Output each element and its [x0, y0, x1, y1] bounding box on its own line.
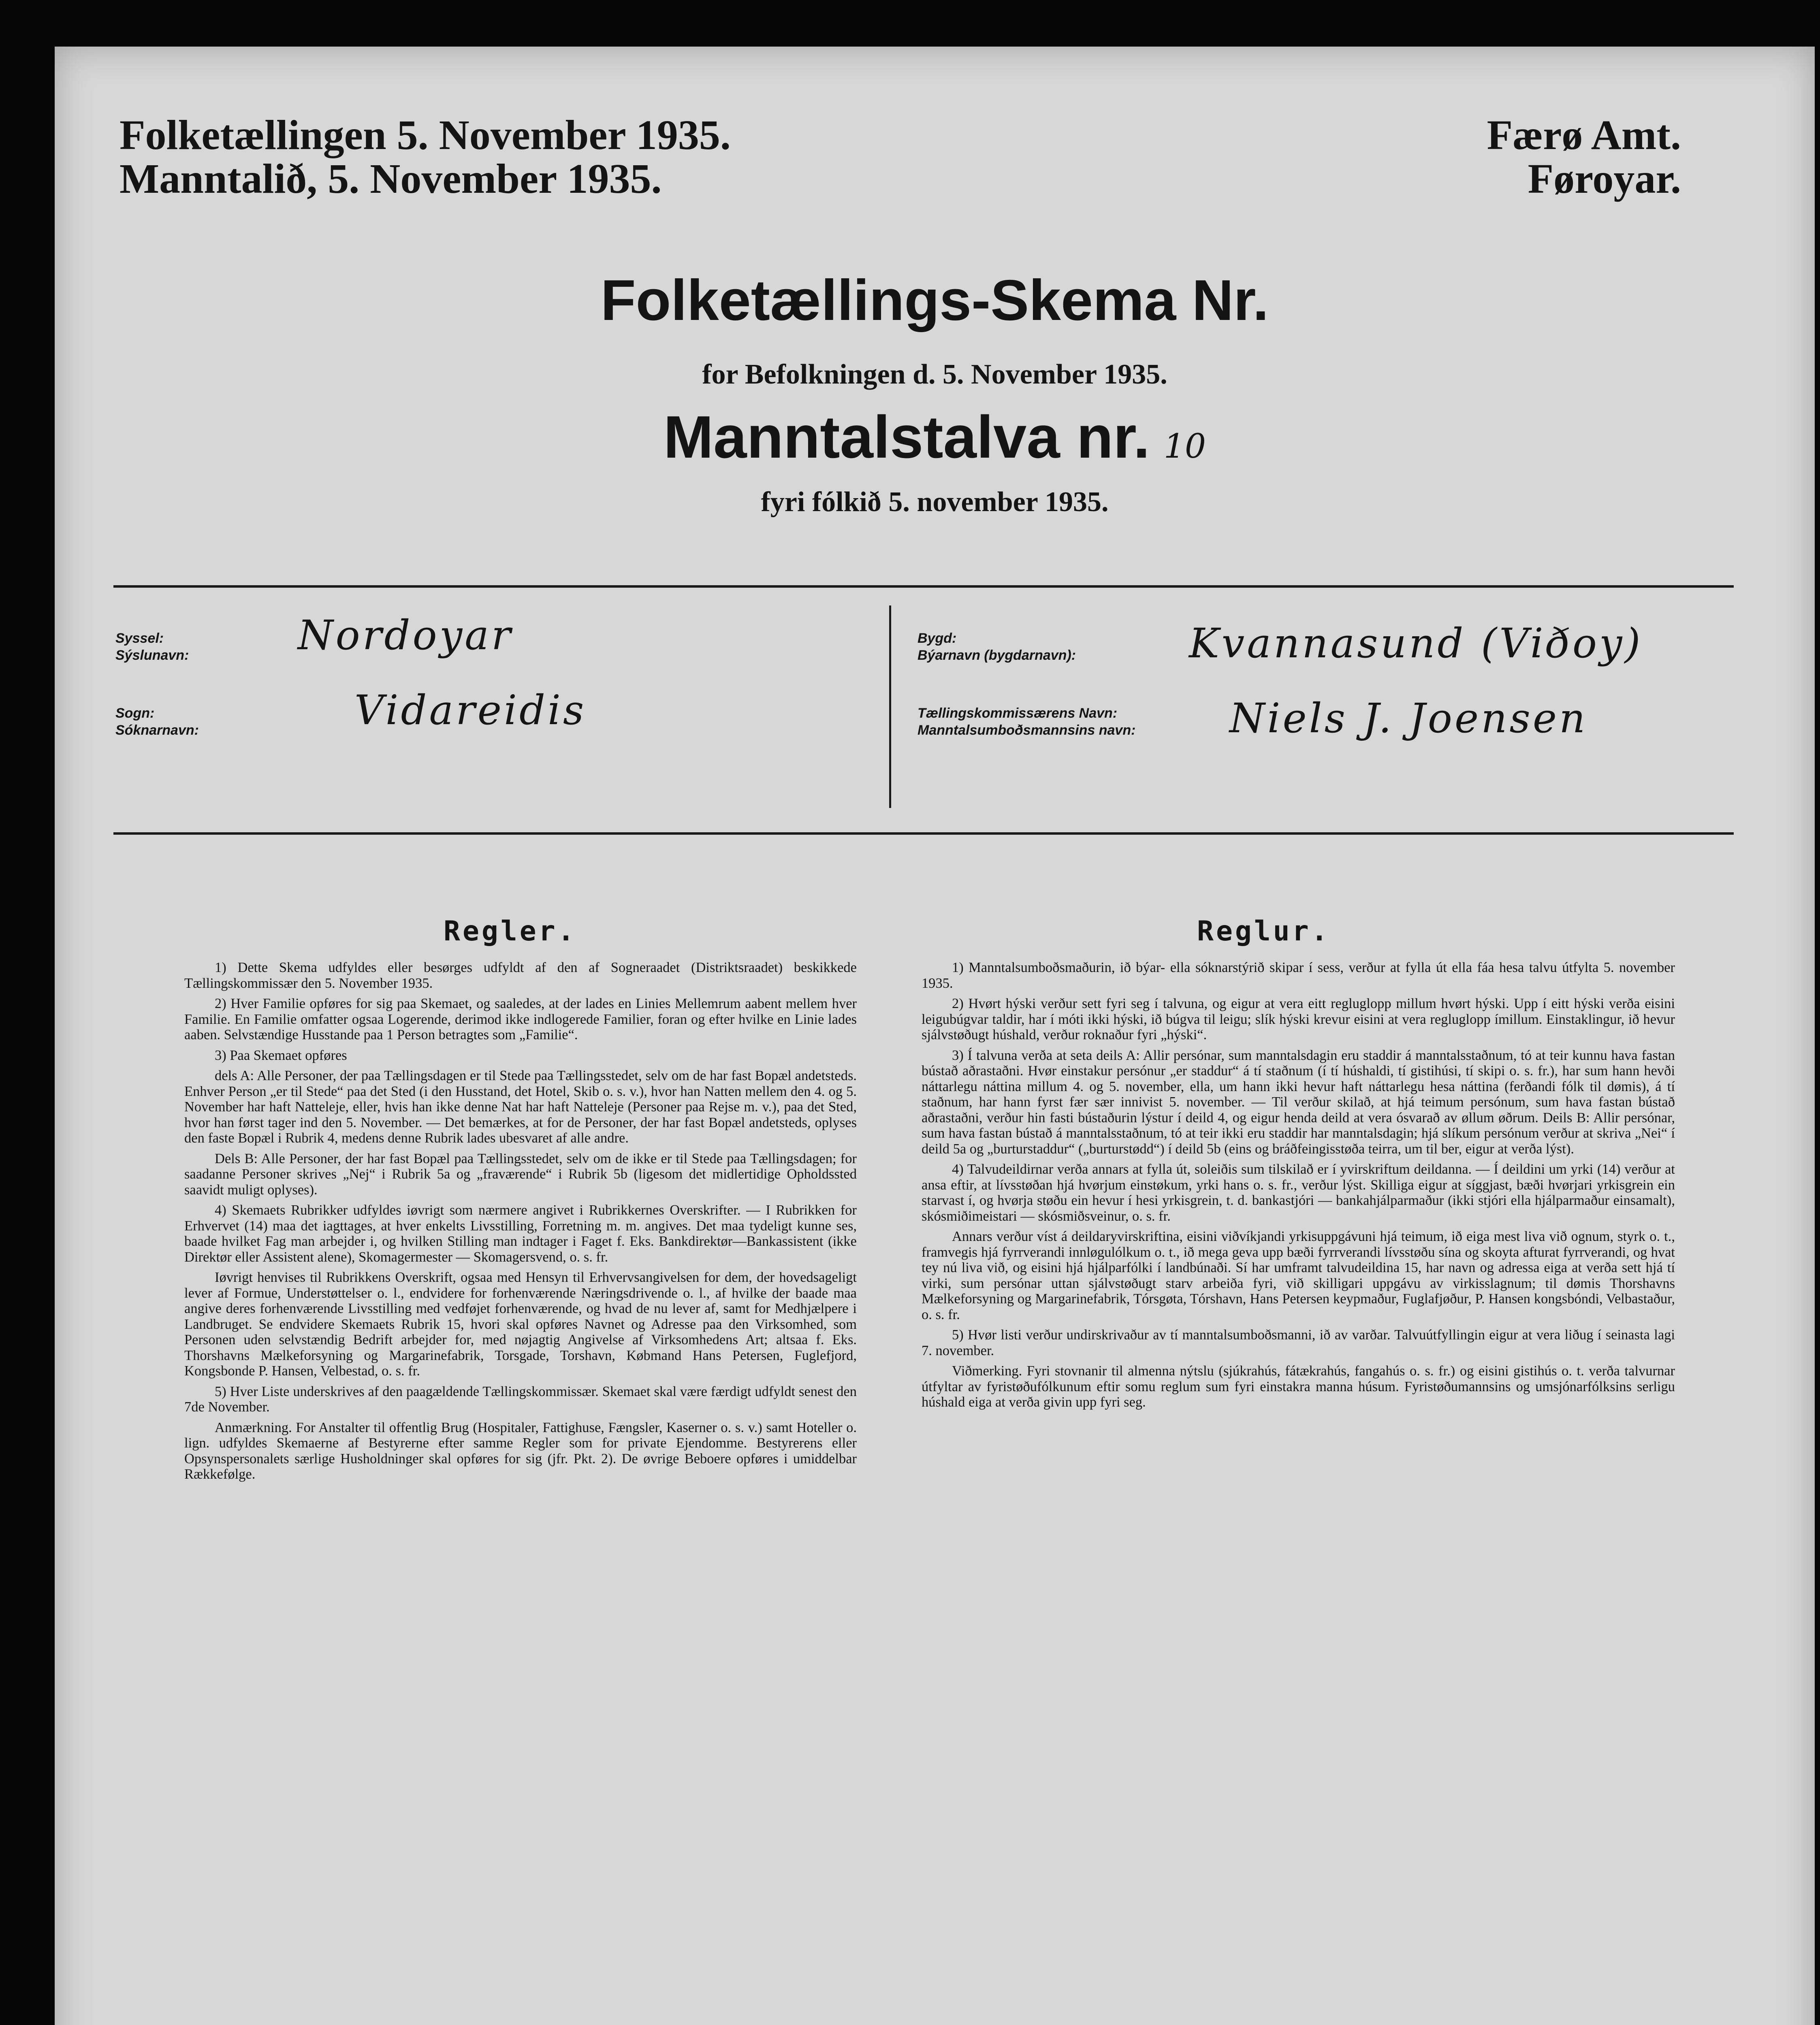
bygd-label-faroese: Býarnavn (bygdarnavn):	[917, 648, 1076, 663]
bygd-value: Kvannasund (Viðoy)	[1189, 620, 1643, 667]
header-left	[119, 113, 731, 201]
form-subtitle: for Befolkningen d. 5. November 1935.	[702, 359, 1167, 390]
reglur-paragraph: 4) Talvudeildirnar verða annars at fylla út, soleiðis sum tilskilað er í yvirskriftum deildanna. — Í deildini um yrki (14) verður at ansa eftir, at lívsstøðan hjá hvørjum einstøkum, yrki hans o. s. fr., verður lýst. Skilliga eigur at síggjast, bæði hvørjari yrkisgrein ein starvast í, og hvørja støðu ein hevur í hesi yrkisgrein, t. d. bankastjóri — bankahjálparmaður (ikki stjóri ella hjálparmaður einsamalt), skósmiðimeistari — skósmiðsveinur, o. s. fr.	[922, 1162, 1675, 1224]
reglur-paragraph: Viðmerking. Fyri stovnanir til almenna nýtslu (sjúkrahús, fátækrahús, fangahús o. s. fr.) og eisini gistihús o. t. verða talvurnar útfyltar av fyristøðufólkunum eftir somu reglum sum fyri einstakra manna húsum. Fyristøðumannsins og umsjónarfólksins serligu húshald eiga at verða givin upp fyri seg.	[922, 1363, 1675, 1410]
sogn-label-danish: Sogn:	[115, 706, 155, 721]
field-block-top-rule	[113, 585, 1734, 588]
faroese-title: Manntalstalva nr.	[663, 404, 1150, 471]
reglur-column	[922, 960, 1675, 1415]
regler-paragraph: 4) Skemaets Rubrikker udfyldes iøvrigt som nærmere angivet i Rubrikkernes Overskrifter. — I Rubrikken for Erhvervet (14) maa det iagttages, at hver enkelts Livsstilling, Forretning m. m. angives. Det maa tydeligt kunne ses, baade hvilket Fag man arbejder i, og hvilken Stilling man indtager i Faget f. Eks. Bankdirektør—Bankassistent (ikke Direktør eller Assistent alene), Skomagermester — Skomagersvend, o. s. fr.	[184, 1202, 857, 1265]
syssel-label	[115, 630, 189, 664]
regler-heading: Regler.	[444, 915, 577, 947]
regler-paragraph: Anmærkning. For Anstalter til offentlig Brug (Hospitaler, Fattighuse, Fængsler, Kaserner o. s. v.) samt Hoteller o. lign. udfyldes Skemaerne af Bestyrerne efter samme Regler som for private Ejendomme. Bestyrerens eller Opsynspersonalets særlige Husholdninger skal opføres for sig (jfr. Pkt. 2). De øvrige Beboere opføres i umiddelbar Rækkefølge.	[184, 1420, 857, 1482]
faroese-subtitle: fyri fólkið 5. november 1935.	[761, 486, 1109, 518]
regler-column	[184, 960, 857, 1487]
regler-paragraph: Dels B: Alle Personer, der har fast Bopæl paa Tællingsstedet, selv om de ikke er til Stede paa Tællingsdagen; for saadanne Personer skrives „Nej“ i Rubrik 5a og „fraværende“ i Rubrik 5b (ligesom det midlertidige Opholdssted saavidt muligt oplyses).	[184, 1151, 857, 1198]
regler-paragraph: 3) Paa Skemaet opføres	[215, 1047, 347, 1063]
commissioner-label	[917, 705, 1135, 739]
sogn-label-faroese: Sóknarnavn:	[115, 723, 199, 738]
bygd-label	[917, 630, 1076, 664]
syssel-value: Nordoyar	[298, 612, 513, 659]
header-census-danish: Folketællingen 5. November 1935.	[119, 112, 731, 158]
reglur-heading: Reglur.	[1197, 915, 1330, 947]
field-block-bottom-rule	[113, 832, 1734, 835]
header-county-faroese: Føroyar.	[1528, 156, 1681, 202]
regler-paragraph: Iøvrigt henvises til Rubrikkens Overskrift, ogsaa med Hensyn til Erhvervsangivelsen for dem, der hovedsageligt lever af Formue, Understøttelser o. l., endvidere for forhenværende Næringsdrivende o. l., af hvilke der baade maa angive deres forhenværende Livsstilling med vedføjet forhenværende, og hvad de nu lever af, samt for Medhjælpere i Landbruget. Se endvidere Skemaets Rubrik 15, hvori skal opføres Navnet og Adresse paa den Virksomhed, som Personen uden selvstændig Bedrift arbejder for, med nøjagtig Angivelse af Virksomhedens Art; altsaa f. Eks. Thorshavns Mælkeforsyning og Margarinefabrik, Torsgade, Torshavn, Købmand Hans Petersen, Fuglefjord, Kongsbonde P. Hansen, Velbestad, o. s. fr.	[184, 1270, 857, 1379]
sogn-label	[115, 705, 199, 739]
form-title: Folketællings-Skema Nr.	[600, 268, 1269, 333]
syssel-label-faroese: Sýslunavn:	[115, 648, 189, 663]
reglur-paragraph: 5) Hvør listi verður undirskrivaður av tí manntalsumboðsmanni, ið av varðar. Talvuútfyllingin eigur at vera liðug í seinasta lagi 7. november.	[922, 1327, 1675, 1358]
regler-paragraph: 1) Dette Skema udfyldes eller besørges udfyldt af den af Sogneraadet (Distriktsraadet) beskikkede Tællingskommissær den 5. November 1935.	[184, 960, 857, 991]
header-right	[1487, 113, 1681, 201]
reglur-paragraph: 2) Hvørt hýski verður sett fyri seg í talvuna, og eigur at vera eitt regluglopp millum hvørt hýski. Upp í eitt hýski verða eisini leigubúgvar taldir, har í móti ikki hýski, ið búgva til leigu; slík hýski krevur eisini at vera regluglopp ímillum. Einstaklingur, ið hevur sjálvstøðugt húshald, verður roknaður fyri „hýski“.	[922, 996, 1675, 1042]
header-census-faroese: Manntalið, 5. November 1935.	[119, 156, 662, 202]
commissioner-value: Niels J. Joensen	[1229, 695, 1588, 742]
reglur-paragraph: 1) Manntalsumboðsmaðurin, ið býar- ella sóknarstýrið skipar í sess, verður at fylla út ella fáa hesa talvu útfylta 5. november 1935.	[922, 960, 1675, 991]
faroese-title-row	[55, 403, 1815, 472]
commissioner-label-faroese: Manntalsumboðsmannsins navn:	[917, 723, 1136, 738]
field-block-divider	[889, 605, 891, 808]
commissioner-label-danish: Tællingskommissærens Navn:	[917, 706, 1118, 721]
regler-paragraph: 5) Hver Liste underskrives af den paagældende Tællingskommissær. Skemaet skal være færdigt udfyldt senest den 7de November.	[184, 1383, 857, 1415]
header-county-danish: Færø Amt.	[1487, 112, 1681, 158]
census-form-sheet	[55, 47, 1815, 2025]
regler-paragraph: dels A: Alle Personer, der paa Tællingsdagen er til Stede paa Tællingsstedet, selv om de har fast Bopæl andetsteds. Enhver Person „er til Stede“ paa det Sted (i den Husstand, det Hotel, Skib o. s. v.), hvor han Natten mellem den 4. og 5. November har haft Natteleje, eller, hvis han ikke denne Nat har haft Natteleje (Personer paa Rejse m. v.), paa det Sted, hvor han først tager ind den 5. November. — Det bemærkes, at for de Personer, der har fast Bopæl andetsteds, oplyses den faste Bopæl i Rubrik 4, medens denne Rubrik lades ubesvaret af alle andre.	[184, 1068, 857, 1146]
form-number-handwritten: 10	[1163, 427, 1206, 466]
syssel-label-danish: Syssel:	[115, 631, 164, 646]
sogn-value: Vidareidis	[354, 686, 587, 734]
bygd-label-danish: Bygd:	[917, 631, 957, 646]
regler-paragraph: 2) Hver Familie opføres for sig paa Skemaet, og saaledes, at der lades en Linies Mellemrum aabent mellem hver Familie. En Familie omfatter ogsaa Logerende, derimod ikke indlogerede Familier, foran og efter hvilke en Linie lades aaben. Selvstændige Husstande paa 1 Person betragtes som „Familie“.	[184, 996, 857, 1042]
reglur-paragraph: 3) Í talvuna verða at seta deils A: Allir persónar, sum manntalsdagin eru staddir á manntalsstaðnum, tó at teir kunnu hava fastan bústað aðrastaðni. Hvør einstakur persónur „er staddur“ á tí staðnum (í tí húshaldi, tí gistihúsi, tí skipi o. s. fr.), har sum hann hevði náttarlegu náttina millum 4. og 5. november, ella, um hann ikki hevur haft náttarlegu hesa náttina (ferðandi fólk til dømis), á tí staðnum, har hann fyrst fær sær innivist 5. november. — Til verður skilað, at hjá teimum persónum, sum hava fastan bústað aðrastaðni, verður hin fasti bústaðurin lýstur í deild 4, og eigur henda deild at vera ósvarað av øllum øðrum. Deils B: Allir persónar, sum hava fastan bústað á manntalsstaðnum, tó at teir ikki eru staddir har manntalsdagin; hjá slíkum persónum verður at skriva „Nei“ í deild 5a og „burturstaddur“ („burturstødd“) í deild 5b (eins og bráðfeingisstøða teirra, um til ber, eigur at verða lýst).	[922, 1047, 1675, 1157]
reglur-paragraph: Annars verður víst á deildaryvirskriftina, eisini viðvíkjandi yrkisuppgávuni hjá teimum, ið eiga mest liva við ognum, styrk o. t., framvegis hjá fyrrverandi innløgulólkum o. t., ið mega geva upp bæði fyrrverandi lívsstøðu sína og skoyta afturat fyrrverandi, og hvat tey nú liva við, og eisini hjá hjálparfólki í landbúnaði. Sí har umframt talvudeildina 15, har navn og adressa eiga at verða sett hjá tí virki, sum persónar uttan sjálvstøðugt starv arbeiða fyri, við skilligari uppgávu av virkisslagnum; til dømis Thorshavns Mælkeforsyning og Margarinefabrik, Tórsgøta, Tórshavn, Hans Petersen keypmaður, Fuglafjøður, P. Hansen kongsbóndi, Velbastaður, o. s. fr.	[922, 1229, 1675, 1322]
